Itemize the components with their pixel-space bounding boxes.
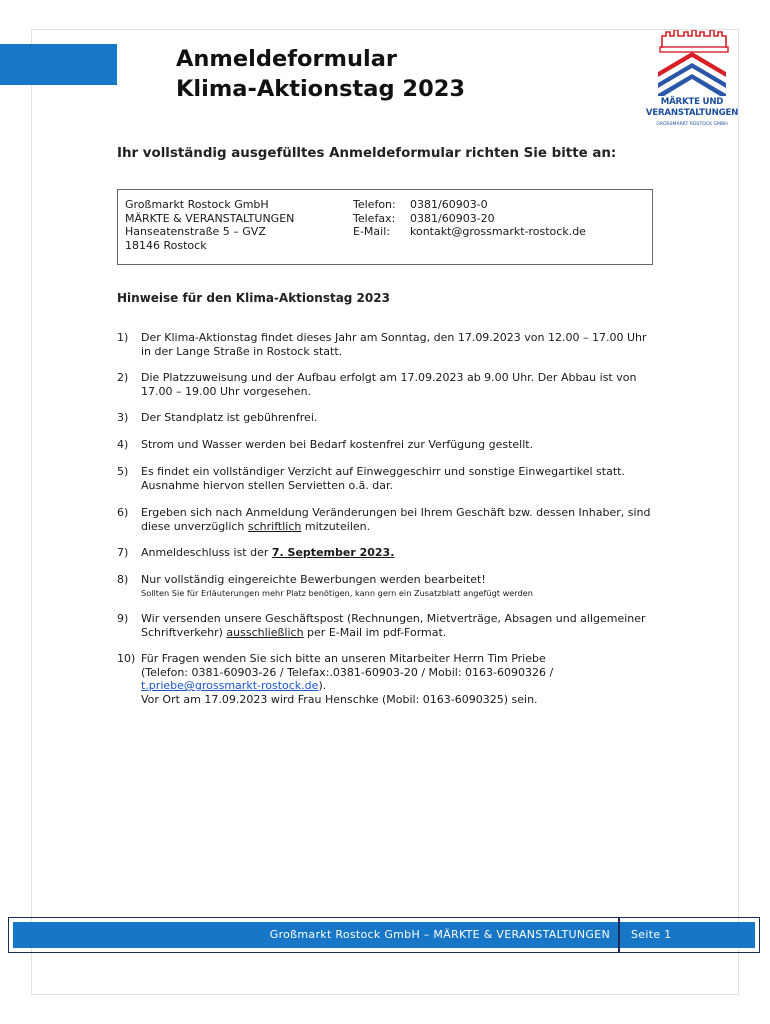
address-line: 18146 Rostock — [125, 238, 207, 252]
footer-divider — [618, 918, 620, 952]
hint-text-fragment: Anmeldeschluss ist der — [141, 546, 272, 559]
hint-item-10 — [117, 652, 657, 706]
underlined-word: schriftlich — [247, 519, 302, 533]
hint-item-4 — [117, 438, 657, 452]
footer-company-text: Großmarkt Rostock GmbH – MÄRKTE & VERANSTALTUNGEN — [269, 928, 610, 941]
hint-number: 6) — [117, 506, 129, 519]
title-line-2: Klima-Aktionstag 2023 — [176, 76, 466, 102]
send-to-heading: Ihr vollständig ausgefülltes Anmeldeformular richten Sie bitte an: — [117, 146, 617, 161]
hint-item-7 — [117, 546, 657, 560]
hint-number: 10) — [117, 652, 136, 665]
hint-note: Sollten Sie für Erläuterungen mehr Platz benötigen, kann gern ein Zusatzblatt angefügt werden — [141, 587, 533, 598]
address-line: Großmarkt Rostock GmbH — [125, 198, 269, 211]
company-logo — [644, 30, 740, 130]
address-box — [117, 189, 653, 265]
hint-text-fragment: per E-Mail im pdf-Format. — [303, 625, 447, 639]
hint-text-fragment: mitzuteilen. — [301, 519, 371, 533]
hint-text-line: 17.00 – 19.00 Uhr vorgesehen. — [141, 384, 312, 398]
hint-number: 5) — [117, 465, 129, 478]
logo-text-line-3: GROSSMARKT ROSTOCK GMBH — [656, 122, 728, 127]
contact-details — [353, 198, 586, 239]
underlined-word: ausschließlich — [226, 625, 304, 639]
hint-text-line — [141, 520, 657, 534]
hint-number: 1) — [117, 331, 129, 344]
hint-text-line: Für Fragen wenden Sie sich bitte an unseren Mitarbeiter Herrn Tim Priebe — [141, 652, 546, 665]
hint-text-line: Der Klima-Aktionstag findet dieses Jahr am Sonntag, den 17.09.2023 von 12.00 – 17.00 Uhr — [141, 331, 647, 344]
contact-fax — [353, 212, 586, 226]
hint-number: 2) — [117, 371, 129, 384]
hint-text-line: Die Platzzuweisung und der Aufbau erfolgt am 17.09.2023 ab 9.00 Uhr. Der Abbau ist von — [141, 371, 637, 384]
document-title — [176, 44, 465, 104]
hint-text-line: in der Lange Straße in Rostock statt. — [141, 344, 343, 358]
hint-text-line: Vor Ort am 17.09.2023 wird Frau Henschke (Mobil: 0163-6090325) sein. — [141, 692, 538, 706]
contact-email — [353, 225, 586, 239]
hint-text-fragment: Schriftverkehr) — [141, 625, 227, 639]
email-link[interactable]: t.priebe@grossmarkt-rostock.de — [141, 679, 319, 693]
logo-emblem-icon — [644, 30, 740, 96]
hint-text-line: (Telefon: 0381-60903-26 / Telefax:.0381-60903-20 / Mobil: 0163-6090326 / — [141, 665, 554, 679]
contact-label: E-Mail: — [353, 225, 390, 239]
hint-text-line: Es findet ein vollständiger Verzicht auf Einweggeschirr und sonstige Einwegartikel statt. — [141, 465, 625, 478]
contact-email-value[interactable]: kontakt@grossmarkt-rostock.de — [410, 225, 586, 239]
title-line-1: Anmeldeformular — [176, 46, 398, 72]
contact-value: 0381/60903-0 — [410, 198, 488, 211]
hint-number: 7) — [117, 546, 129, 559]
hint-text-line — [141, 626, 657, 640]
postal-address — [125, 198, 294, 252]
hint-text-line: Ausnahme hiervon stellen Servietten o.ä. dar. — [141, 478, 394, 492]
hint-text-line — [141, 679, 657, 693]
contact-label: Telefax: — [353, 211, 396, 225]
hint-number: 8) — [117, 573, 129, 586]
hint-text-line: Ergeben sich nach Anmeldung Veränderungen bei Ihrem Geschäft bzw. dessen Inhaber, sind — [141, 506, 651, 519]
hint-text-fragment: diese unverzüglich — [141, 519, 248, 533]
logo-text-line-1: MÄRKTE UND — [660, 97, 724, 107]
hint-text-line: Strom und Wasser werden bei Bedarf kostenfrei zur Verfügung gestellt. — [141, 438, 534, 451]
hint-item-9 — [117, 612, 657, 639]
page-number: Seite 1 — [631, 928, 672, 941]
hint-item-2 — [117, 371, 657, 398]
contact-label: Telefon: — [353, 198, 396, 211]
contact-phone — [353, 198, 586, 212]
hint-text-fragment: ). — [318, 679, 327, 693]
hint-item-8 — [117, 573, 657, 599]
logo-text-line-2: VERANSTALTUNGEN — [645, 108, 739, 118]
hint-text-line: Nur vollständig eingereichte Bewerbungen werden bearbeitet! — [141, 573, 486, 586]
hints-heading: Hinweise für den Klima-Aktionstag 2023 — [117, 291, 390, 305]
hint-number: 4) — [117, 438, 129, 451]
hint-item-1 — [117, 331, 657, 358]
address-line: MÄRKTE & VERANSTALTUNGEN — [125, 211, 295, 225]
hint-number: 9) — [117, 612, 129, 625]
hint-item-6 — [117, 506, 657, 533]
hint-text-line — [141, 546, 657, 560]
contact-value: 0381/60903-20 — [410, 211, 495, 225]
hint-number: 3) — [117, 411, 129, 424]
hint-text-line: Wir versenden unsere Geschäftspost (Rechnungen, Mietverträge, Absagen und allgemeiner — [141, 612, 646, 625]
hint-item-3 — [117, 411, 657, 425]
deadline-date: 7. September 2023. — [271, 546, 395, 559]
hint-text-line: Der Standplatz ist gebührenfrei. — [141, 411, 318, 424]
hint-item-5 — [117, 465, 657, 492]
footer-bar — [8, 917, 760, 953]
header-accent-bar — [0, 44, 117, 85]
address-line: Hanseatenstraße 5 – GVZ — [125, 225, 266, 239]
